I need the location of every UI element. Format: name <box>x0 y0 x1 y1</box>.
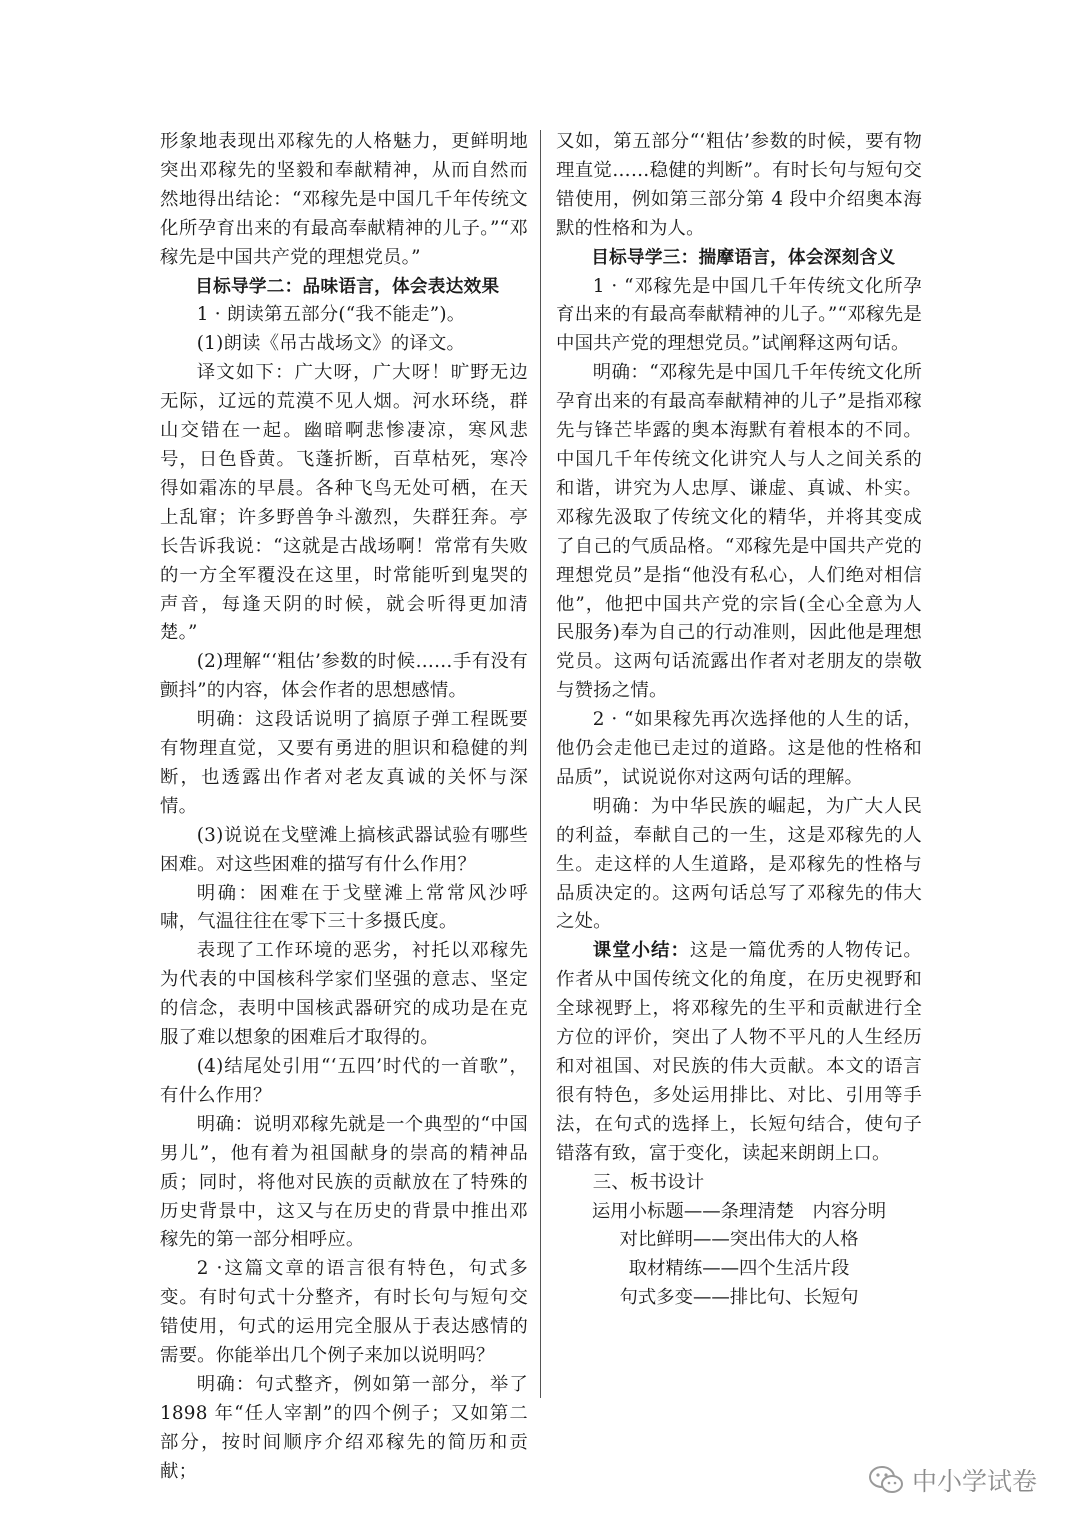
summary-text: 这是一篇优秀的人物传记。作者从中国传统文化的角度，在历史视野和全球视野上，将邓稼先的生平和贡献进行全方位的评价，突出了人物不平凡的人生经历和对祖国、对民族的伟大贡献。本文的语言很有特色，多处运用排比、对比、引用等手法，在句式的选择上，长短句结合，使句子错落有致，富于变化，读起来朗朗上口。 <box>556 940 922 1164</box>
question-1-4: (4)结尾处引用“‘五四’时代的一首歌”，有什么作用？ <box>160 1056 528 1106</box>
goal2-heading: 目标导学二：品味语言，体会表达效果 <box>195 276 500 297</box>
board-line-2: 对比鲜明——突出伟大的人格 <box>619 1229 859 1251</box>
question-2: 2 ·这篇文章的语言很有特色，句式多变。有时句式十分整齐，有时长句与短句交错使用，句式的运用完全服从于表达感情的需要。你能举出几个例子来加以说明吗？ <box>160 1258 528 1367</box>
goal3-answer-2: 明确：为中华民族的崛起，为广大人民的利益，奉献自己的一生，这是邓稼先的人生。走这样的人生道路，是邓稼先的性格与品质决定的。这两句话总写了邓稼先的伟大之处。 <box>556 795 922 933</box>
summary-label: 课堂小结： <box>592 940 690 962</box>
answer-1-3a: 明确：困难在于戈壁滩上常常风沙呼啸，气温往往在零下三十多摄氏度。 <box>160 882 528 933</box>
question-1-1: (1)朗读《吊古战场文》的译文。 <box>196 333 466 355</box>
intro-paragraph: 形象地表现出邓稼先的人格魅力，更鲜明地突出邓稼先的坚毅和奉献精神，从而自然而然地得出结论：“邓稼先是中国几千年传统文化所孕育出来的有最高奉献精神的儿子。”“邓稼先是中国共产党的理想党员。” <box>160 131 528 268</box>
board-line-1: 运用小标题——条理清楚 内容分明 <box>591 1200 887 1222</box>
question-1-2: (2)理解“‘粗估’参数的时候……手有没有颤抖”的内容，体会作者的思想感情。 <box>160 651 528 702</box>
question-1-3: (3)说说在戈壁滩上搞核武器试验有哪些困难。对这些困难的描写有什么作用？ <box>160 824 528 875</box>
question-1: 1 · 朗读第五部分(“我不能走”)。 <box>196 304 466 326</box>
board-heading: 三、板书设计 <box>592 1171 705 1193</box>
answer-1-4: 明确：说明邓稼先就是一个典型的“中国男儿”，他有着为祖国献身的崇高的精神品质；同时，将他对民族的贡献放在了特殊的历史背景中，这又与在历史的背景中推出邓稼先的第一部分相呼应。 <box>160 1113 528 1251</box>
goal3-heading: 目标导学三：揣摩语言，体会深刻含义 <box>591 247 896 268</box>
summary-paragraph <box>556 937 922 1168</box>
answer-1-2: 明确：这段话说明了搞原子弹工程既要有物理直觉，又要有勇进的胆识和稳健的判断，也透露出作者对老友真诚的关怀与深情。 <box>160 709 528 817</box>
watermark-text: 中小学试卷 <box>912 1467 1038 1496</box>
board-line-3: 取材精练——四个生活片段 <box>628 1258 850 1280</box>
answer-1-3b: 表现了工作环境的恶劣，衬托以邓稼先为代表的中国核科学家们坚强的意志、坚定的信念，表明中国核武器研究的成功是在克服了难以想象的困难后才取得的。 <box>160 940 528 1049</box>
column-divider <box>540 130 541 1398</box>
wechat-icon <box>868 1465 904 1495</box>
goal3-question-1: 1 · “邓稼先是中国几千年传统文化所孕育出来的有最高奉献精神的儿子。”“邓稼先是中国共产党的理想党员。”试阐释这两句话。 <box>556 275 922 355</box>
watermark <box>868 1462 1037 1498</box>
answer-2: 明确：句式整齐，例如第一部分，举了1898 年“任人宰割”的四个例子；又如第二部分，按时间顺序介绍邓稼先的简历和贡献； <box>160 1373 528 1482</box>
left-column <box>160 128 528 1487</box>
continuation-paragraph: 又如，第五部分“‘粗估’参数的时候，要有物理直觉……稳健的判断”。有时长句与短句交错使用，例如第三部分第 4 段中介绍奥本海默的性格和为人。 <box>556 131 922 239</box>
board-line-4: 句式多变——排比句、长短句 <box>619 1287 859 1309</box>
goal3-answer-1: 明确：“邓稼先是中国几千年传统文化所孕育出来的有最高奉献精神的儿子”是指邓稼先与锋芒毕露的奥本海默有着根本的不同。中国几千年传统文化讲究人与人之间关系的和谐，讲究为人忠厚、谦虚、真诚、朴实。邓稼先汲取了传统文化的精华，并将其变成了自己的气质品格。“邓稼先是中国共产党的理想党员”是指“他没有私心，人们绝对相信他”，他把中国共产党的宗旨(全心全意为人民服务)奉为自己的行动准则，因此他是理想党员。这两句话流露出作者对老朋友的崇敬与赞扬之情。 <box>556 362 922 702</box>
right-column <box>556 128 922 1313</box>
translation-paragraph: 译文如下：广大呀，广大呀！旷野无边无际，辽远的荒漠不见人烟。河水环绕，群山交错在一起。幽暗啊悲惨凄凉，寒风悲号，日色昏黄。飞蓬折断，百草枯死，寒冷得如霜冻的早晨。各种飞鸟无处可栖，在天上乱窜；许多野兽争斗激烈，失群狂奔。亭长告诉我说：“这就是古战场啊！常常有失败的一方全军覆没在这里，时常能听到鬼哭的声音，每逢天阴的时候，就会听得更加清楚。” <box>160 362 528 644</box>
goal3-question-2: 2 · “如果稼先再次选择他的人生的话，他仍会走他已走过的道路。这是他的性格和品质”，试说说你对这两句话的理解。 <box>556 709 922 788</box>
